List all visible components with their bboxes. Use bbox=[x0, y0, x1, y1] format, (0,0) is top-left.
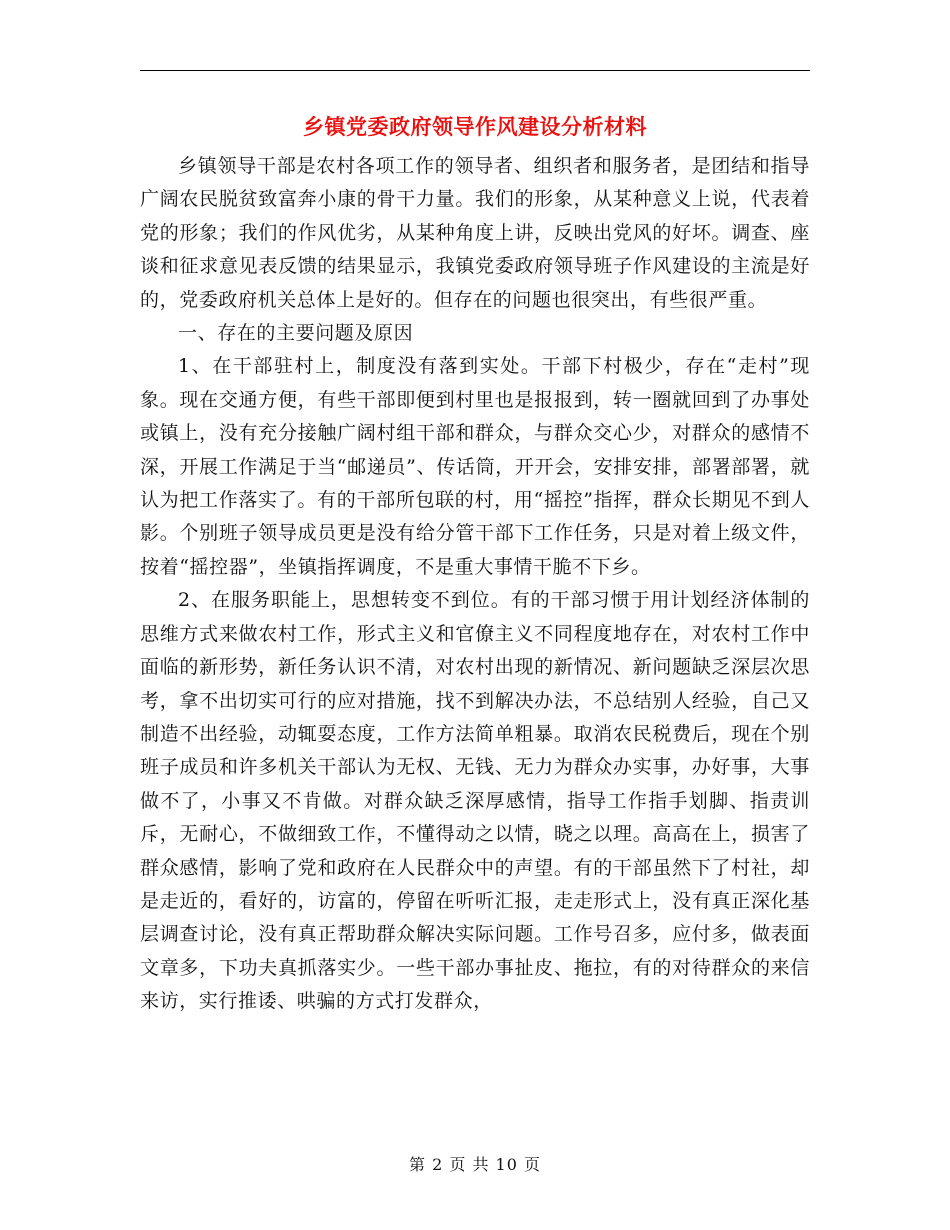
intro-paragraph: 乡镇领导干部是农村各项工作的领导者、组织者和服务者，是团结和指导广阔农民脱贫致富奔小康的骨干力量。我们的形象，从某种意义上说，代表着党的形象；我们的作风优劣，从某种角度上讲，反映出党风的好坏。调查、座谈和征求意见表反馈的结果显示，我镇党委政府领导班子作风建设的主流是好的，党委政府机关总体上是好的。但存在的问题也很突出，有些很严重。 bbox=[140, 155, 810, 311]
page-number: 第 2 页 共 10 页 bbox=[409, 1155, 541, 1174]
issue-paragraph-2: 2、在服务职能上，思想转变不到位。有的干部习惯于用计划经济体制的思维方式来做农村工作，形式主义和官僚主义不同程度地存在，对农村工作中面临的新形势，新任务认识不清，对农村出现的新情况、新问题缺乏深层次思考，拿不出切实可行的应对措施，找不到解决办法，不总结别人经验，自己又制造不出经验，动辄耍态度，工作方法简单粗暴。取消农民税费后，现在个别班子成员和许多机关干部认为无权、无钱、无力为群众办实事，办好事，大事做不了，小事又不肯做。对群众缺乏深厚感情，指导工作指手划脚、指责训斥，无耐心，不做细致工作，不懂得动之以情，晓之以理。高高在上，损害了群众感情，影响了党和政府在人民群众中的声望。有的干部虽然下了村社，却是走近的，看好的，访富的，停留在听听汇报，走走形式上，没有真正深化基层调查讨论，没有真正帮助群众解决实际问题。工作号召多，应付多，做表面文章多，下功夫真抓落实少。一些干部办事扯皮、拖拉，有的对待群众的来信来访，实行推诿、哄骗的方式打发群众， bbox=[140, 589, 810, 1013]
issue-paragraph-1: 1、在干部驻村上，制度没有落到实处。干部下村极少，存在“走村”现象。现在交通方便，有些干部即便到村里也是报报到，转一圈就回到了办事处或镇上，没有充分接触广阔村组干部和群众，与群众交心少，对群众的感情不深，开展工作满足于当“邮递员”、传话筒，开开会，安排安排，部署部署，就认为把工作落实了。有的干部所包联的村，用“摇控”指挥，群众长期见不到人影。个别班子领导成员更是没有给分管干部下工作任务，只是对着上级文件，按着“摇控器”，坐镇指挥调度，不是重大事情干脆不下乡。 bbox=[140, 355, 810, 578]
section-heading: 一、存在的主要问题及原因 bbox=[178, 322, 414, 345]
header-rule bbox=[140, 70, 810, 71]
document-body bbox=[140, 150, 810, 1019]
document-title: 乡镇党委政府领导作风建设分析材料 bbox=[303, 114, 647, 139]
